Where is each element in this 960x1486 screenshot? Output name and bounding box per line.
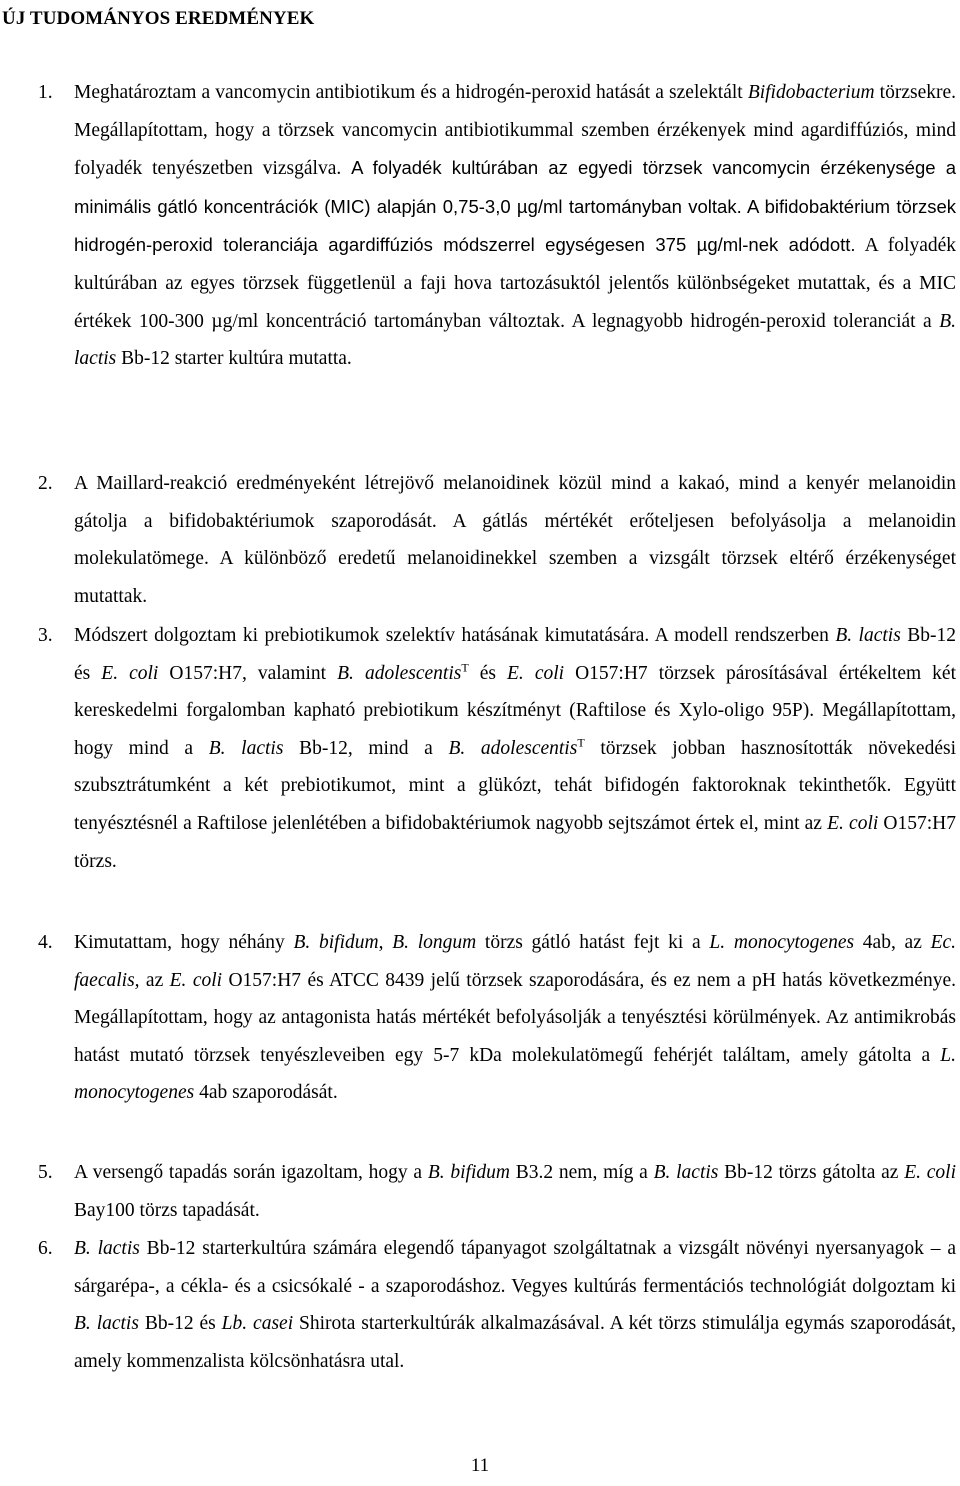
page-number: 11 bbox=[470, 1455, 490, 1476]
italic-text: Ec. faecalis, bbox=[74, 932, 957, 991]
text-run: A Maillard-reakció eredményeként létrejövő melanoidinek közül mind a kakaó, mind a kenyér melanoidin gátolja a bifidobaktériumok szaporodását. A gátlás mértékét erőteljesen befolyásolja a melanoidin molekulatömege. A különböző eredetű melanoidinekkel szemben a vizsgált törzsek eltérő érzékenységet mutattak. bbox=[74, 473, 956, 607]
italic-text: B. lactis bbox=[74, 310, 956, 370]
item-number: 3. bbox=[38, 625, 53, 646]
text-run: A versengő tapadás során igazoltam, hogy a bbox=[74, 1162, 428, 1183]
text-run: 4ab, az bbox=[854, 932, 931, 953]
item-text bbox=[74, 617, 956, 880]
italic-text: B. lactis bbox=[208, 737, 284, 759]
text-run: O157:H7 törzs. bbox=[74, 812, 957, 872]
italic-text: Lb. casei bbox=[221, 1313, 294, 1335]
text-run: O157:H7 és ATCC 8439 jelű törzsek szaporodására, és ez nem a pH hatás következménye. Megállapítottam, hogy az antagonista hatás mértékét befolyásolják a tenyésztési körülmények. Az antimikrobás hatást mutató törzsek tenyészleveiben egy 5-7 kDa molekulatömegű fehérjét találtam, amely gátolta a bbox=[74, 969, 957, 1066]
item-number: 6. bbox=[38, 1238, 53, 1259]
item-number: 1. bbox=[38, 82, 53, 103]
italic-text: B. bifidum bbox=[427, 1162, 510, 1183]
text-run: törzsekre. Megállapítottam, hogy a törzsek vancomycin antibiotikummal szemben érzékenyek mind agardiffúziós, mind folyadék tenyészetben vizsgálva. bbox=[74, 82, 956, 180]
text-run: Bb-12, mind a bbox=[283, 737, 449, 759]
text-run: Bb-12 starter kultúra mutatta. bbox=[116, 348, 352, 370]
text-run: Módszert dolgoztam ki prebiotikumok szelektív hatásának kimutatására. A modell rendszerben bbox=[74, 625, 836, 646]
item-text bbox=[74, 74, 956, 378]
text-run: és bbox=[468, 662, 507, 684]
item-text bbox=[74, 1154, 956, 1229]
text-run: Shirota starterkultúrák alkalmazásával. A két törzs stimulálja egymás szaporodását, amely kommenzalista kölcsönhatásra utal. bbox=[74, 1313, 956, 1372]
italic-text: Bifidobacterium bbox=[747, 82, 875, 103]
italic-text: E. coli bbox=[507, 662, 565, 684]
italic-text: E. coli bbox=[101, 662, 159, 684]
text-run: T bbox=[577, 735, 585, 750]
item-number: 4. bbox=[38, 932, 53, 953]
text-run: törzsek jobban hasznosították növekedési szubsztrátumként a két prebiotikumot, mint a glükózt, tehát bifidogén faktoroknak tekinthetők. Együtt tenyésztésnél a Raftilose jelenlétében a bifidobaktériumok nagyobb sejtszámot értek el, mint az bbox=[74, 737, 956, 834]
italic-text: B. adolescentis bbox=[337, 662, 462, 684]
text-run: B3.2 nem, míg a bbox=[509, 1162, 654, 1183]
italic-text: B. lactis bbox=[653, 1162, 719, 1183]
text-run: Bay100 törzs tapadását. bbox=[74, 1199, 260, 1221]
text-run: A folyadék kultúrában az egyedi törzsek vancomycin érzékenysége a minimális gátló koncentrációk (MIC) alapján 0,75-3,0 µg/ml tartományban voltak. bbox=[74, 157, 956, 217]
italic-text: E. coli bbox=[827, 812, 879, 834]
text-run: A folyadék kultúrában az egyes törzsek függetlenül a faji hova tartozásuktól jelentős különbségeket mutattak, és a MIC értékek 100-300 µg/ml koncentráció tartományban változtak. A legnagyobb hidrogén-peroxid toleranciát a bbox=[74, 235, 957, 332]
text-run: A bifidobaktérium törzsek hidrogén-peroxid toleranciája agardiffúziós módszerrel egységesen 375 µg/ml-nek adódott. bbox=[74, 195, 956, 256]
italic-text: B. longum bbox=[392, 932, 477, 953]
italic-text: B. adolescentis bbox=[448, 737, 578, 759]
italic-text: L. monocytogenes bbox=[74, 1044, 956, 1104]
item-number: 5. bbox=[38, 1162, 53, 1183]
text-run: O157:H7 törzsek párosításával értékeltem két kereskedelmi forgalomban kapható prebiotikum készítményt (Raftilose és Xylo-oligo 95P). Megállapítottam, hogy mind a bbox=[74, 662, 957, 759]
item-text bbox=[74, 1230, 956, 1380]
item-text bbox=[74, 924, 956, 1112]
text-run: , bbox=[378, 932, 393, 953]
item-number: 2. bbox=[38, 473, 53, 494]
text-run: O157:H7, valamint bbox=[158, 662, 338, 684]
text-run: Bb-12 starterkultúra számára elegendő tápanyagot szolgáltatnak a vizsgált növényi nyersanyagok – a sárgarépa-, a cékla- és a csicsókalé - a szaporodáshoz. Vegyes kultúrás fermentációs technológiát dolgoztam ki bbox=[74, 1238, 956, 1297]
italic-text: B. bifidum bbox=[293, 932, 379, 953]
italic-text: B. lactis bbox=[74, 1313, 139, 1335]
text-run: Bb-12 törzs gátolta az bbox=[718, 1162, 905, 1183]
text-run: T bbox=[461, 660, 469, 675]
italic-text: E. coli bbox=[169, 969, 223, 991]
text-run: Meghatároztam a vancomycin antibiotikum és a hidrogén-peroxid hatását a szelektált bbox=[74, 82, 748, 103]
text-run: Kimutattam, hogy néhány bbox=[74, 932, 294, 953]
italic-text: B. lactis bbox=[835, 625, 901, 646]
italic-text: L. monocytogenes bbox=[709, 932, 855, 953]
text-run: törzs gátló hatást fejt ki a bbox=[476, 932, 710, 953]
page-title: ÚJ TUDOMÁNYOS EREDMÉNYEK bbox=[2, 8, 315, 29]
item-text bbox=[74, 465, 956, 615]
italic-text: E. coli bbox=[904, 1162, 956, 1183]
italic-text: B. lactis bbox=[74, 1238, 140, 1259]
text-run: Bb-12 és bbox=[138, 1313, 222, 1335]
text-run: 4ab szaporodását. bbox=[194, 1082, 338, 1104]
text-run: Bb-12 és bbox=[74, 625, 957, 684]
text-run: az bbox=[139, 969, 170, 991]
